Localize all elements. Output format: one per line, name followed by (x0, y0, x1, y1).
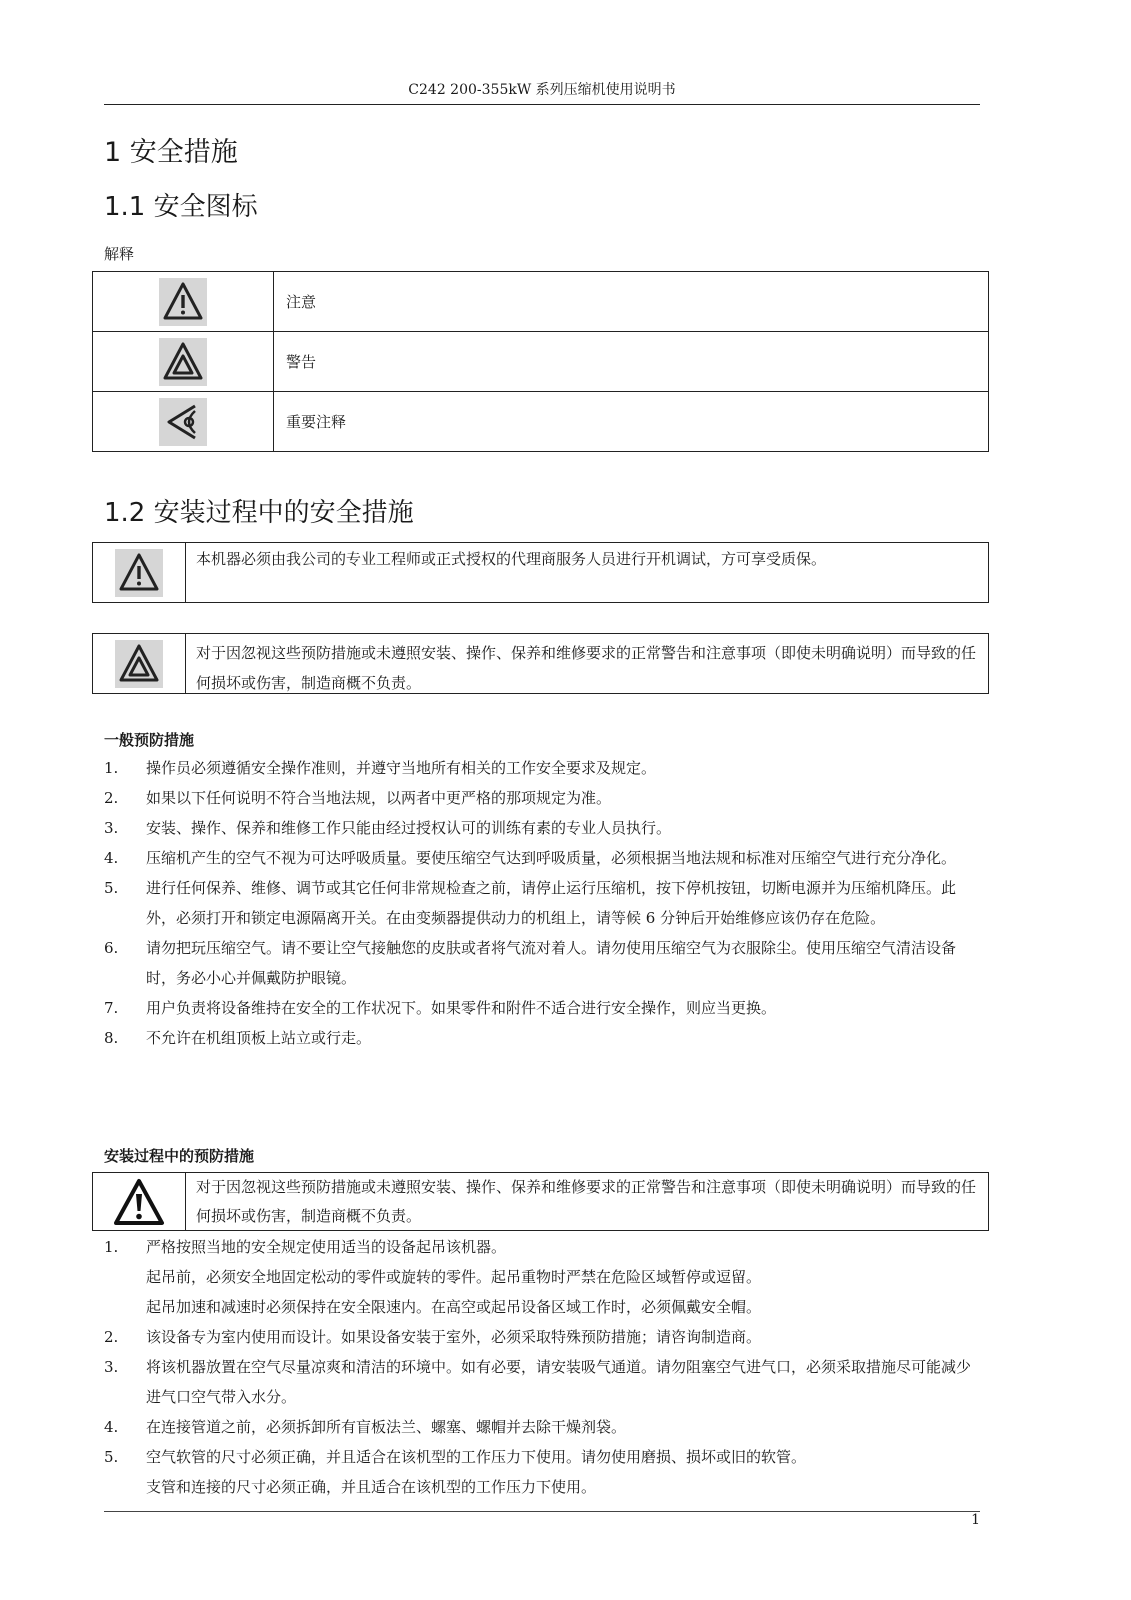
explanation-label: 解释 (104, 245, 135, 263)
warning-notice (92, 633, 989, 694)
notice-text: 对于因忽视这些预防措施或未遵照安装、操作、保养和维修要求的正常警告和注意事项（即使未明确说明）而导致的任何损坏或伤害，制造商概不负责。 (196, 644, 977, 692)
footer-rule (104, 1511, 980, 1512)
safety-icons-table (92, 271, 989, 452)
list-item: 4. 在连接管道之前，必须拆卸所有盲板法兰、螺塞、螺帽并去除干燥剂袋。 (104, 1418, 627, 1436)
icon-meaning: 注意 (274, 272, 989, 332)
list-item: 8. 不允许在机组顶板上站立或行走。 (104, 1029, 372, 1047)
danger-notice (92, 1172, 989, 1231)
list-item: 3. 安装、操作、保养和维修工作只能由经过授权认可的训练有素的专业人员执行。 (104, 819, 672, 837)
caution-exclamation-triangle-icon (115, 549, 163, 597)
list-item: 6. 请勿把玩压缩空气。请不要让空气接触您的皮肤或者将气流对着人。请勿使用压缩空气为衣服除尘。使用压缩空气清洁设备时，务必小心并佩戴防护眼镜。 (104, 939, 957, 987)
installation-precautions-list (104, 1232, 980, 1502)
list-item: 5. 进行任何保养、维修、调节或其它任何非常规检查之前，请停止运行压缩机，按下停机按钮，切断电源并为压缩机降压。此外，必须打开和锁定电源隔离开关。在由变频器提供动力的机组上，请等候 6 分钟后开始维修应该仍存在危险。 (104, 879, 957, 927)
important-note-eye-icon (159, 398, 207, 446)
page-header: C242 200-355kW 系列压缩机使用说明书 (408, 82, 676, 98)
section-title: 1 安全措施 (104, 137, 238, 168)
list-item: 1. 严格按照当地的安全规定使用适当的设备起吊该机器。 (104, 1238, 507, 1256)
table-row (93, 332, 989, 392)
page-number: 1 (971, 1512, 980, 1528)
notice-text: 本机器必须由我公司的专业工程师或正式授权的代理商服务人员进行开机调试，方可享受质保。 (196, 550, 827, 568)
list-item: 1. 操作员必须遵循安全操作准则，并遵守当地所有相关的工作安全要求及规定。 (104, 759, 657, 777)
icon-meaning: 重要注释 (274, 392, 989, 452)
list-item: 起吊前，必须安全地固定松动的零件或旋转的零件。起吊重物时严禁在危险区域暂停或逗留。 (146, 1268, 762, 1286)
caution-notice (92, 542, 989, 603)
list-item: 3. 将该机器放置在空气尽量凉爽和清洁的环境中。如有必要，请安装吸气通道。请勿阻塞空气进气口，必须采取措施尽可能减少进气口空气带入水分。 (104, 1358, 972, 1406)
subsection-title-icons: 1.1 安全图标 (104, 192, 258, 222)
notice-text: 对于因忽视这些预防措施或未遵照安装、操作、保养和维修要求的正常警告和注意事项（即使未明确说明）而导致的任何损坏或伤害，制造商概不负责。 (196, 1178, 977, 1225)
table-row (93, 272, 989, 332)
list-item: 2. 该设备专为室内使用而设计。如果设备安装于室外，必须采取特殊预防措施；请咨询制造商。 (104, 1328, 762, 1346)
warning-double-triangle-icon (159, 338, 207, 386)
subsection-title-installation: 1.2 安装过程中的安全措施 (104, 498, 414, 528)
icon-meaning: 警告 (274, 332, 989, 392)
list-item: 4. 压缩机产生的空气不视为可达呼吸质量。要使压缩空气达到呼吸质量，必须根据当地法规和标准对压缩空气进行充分净化。 (104, 849, 957, 867)
warning-double-triangle-icon (115, 640, 163, 688)
caution-exclamation-triangle-icon (159, 278, 207, 326)
table-row (93, 392, 989, 452)
general-precautions-heading: 一般预防措施 (104, 731, 195, 749)
general-precautions-list (104, 753, 980, 1053)
installation-precautions-heading: 安装过程中的预防措施 (104, 1147, 255, 1165)
list-item: 5. 空气软管的尺寸必须正确，并且适合在该机型的工作压力下使用。请勿使用磨损、损坏或旧的软管。 (104, 1448, 807, 1466)
list-item: 起吊加速和减速时必须保持在安全限速内。在高空或起吊设备区域工作时，必须佩戴安全帽。 (146, 1298, 762, 1316)
list-item: 支管和连接的尺寸必须正确，并且适合在该机型的工作压力下使用。 (146, 1478, 597, 1496)
list-item: 2. 如果以下任何说明不符合当地法规，以两者中更严格的那项规定为准。 (104, 789, 612, 807)
danger-exclamation-triangle-icon (112, 1177, 166, 1227)
header-rule (104, 104, 980, 105)
list-item: 7. 用户负责将设备维持在安全的工作状况下。如果零件和附件不适合进行安全操作，则应当更换。 (104, 999, 777, 1017)
